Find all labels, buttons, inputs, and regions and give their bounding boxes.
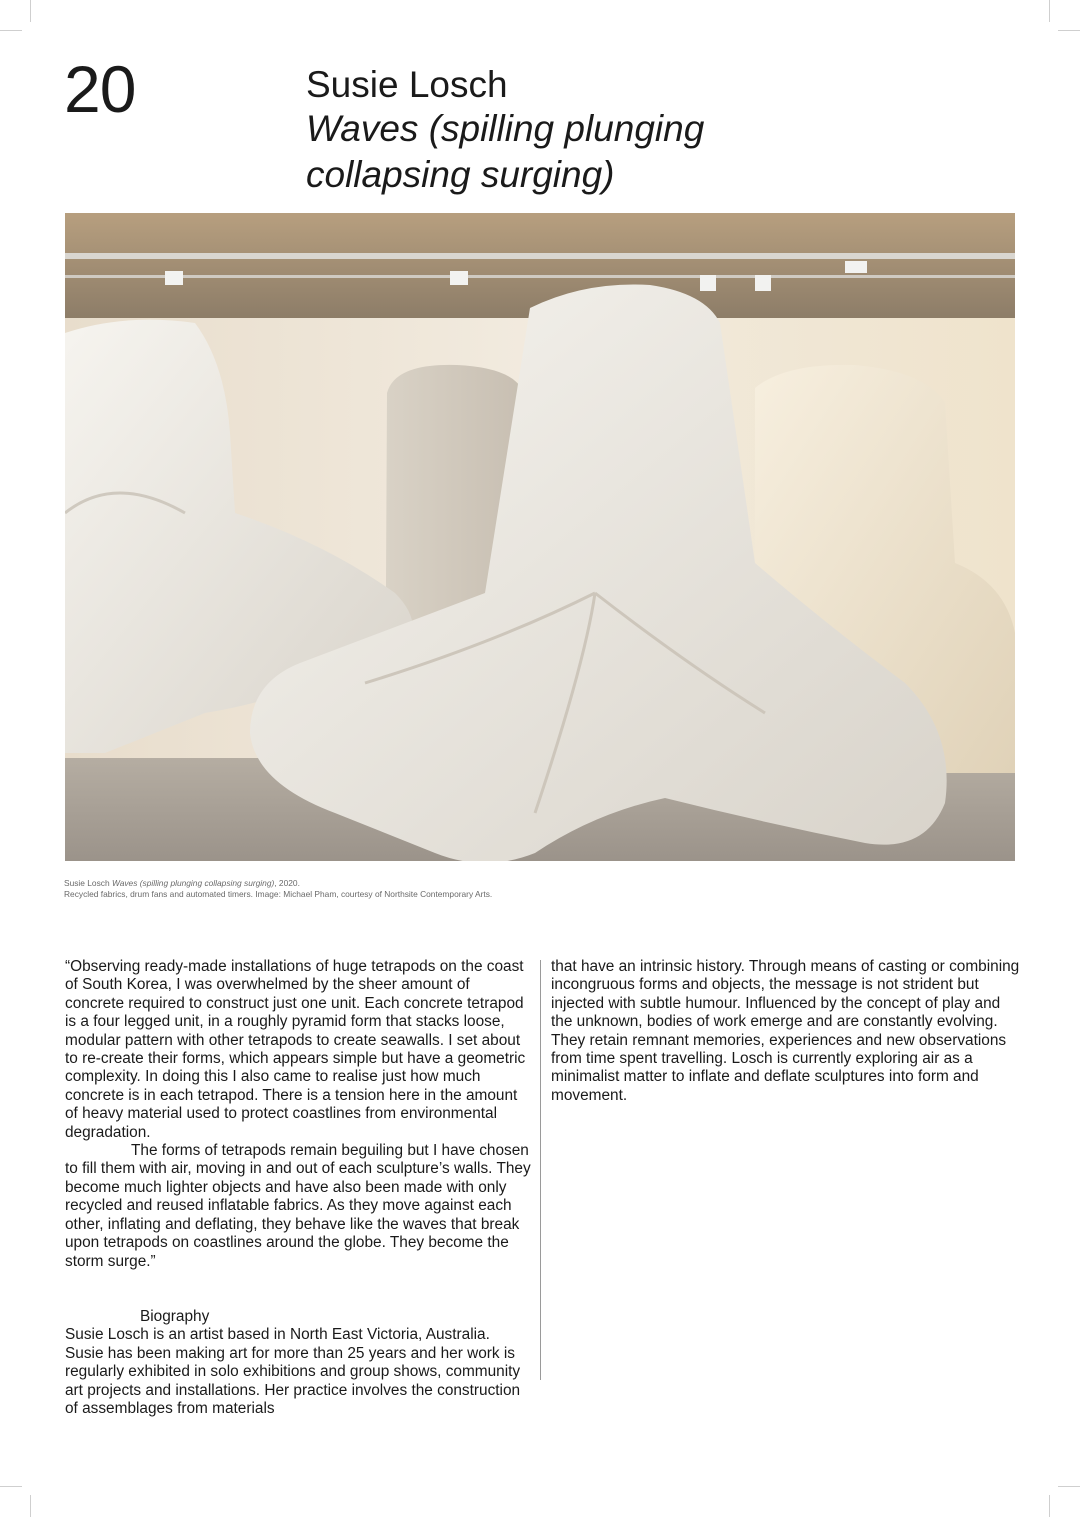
work-title-line-1: Waves (spilling plunging	[306, 108, 705, 149]
statement-paragraph-2: The forms of tetrapods remain beguiling but I have chosen to fill them with air, moving in and out of each sculpture’s walls. They become much lighter objects and have also been made with only recycled and reused inflatable fabrics. As they move against each other, inflating and deflating, they behave like the waves that break upon tetrapods on coastlines around the globe. They become the storm surge.”	[65, 1142, 531, 1270]
caption-details: Recycled fabrics, drum fans and automated timers. Image: Michael Pham, courtesy of Northsite Contemporary Arts.	[64, 889, 493, 899]
page-number: 20	[64, 52, 136, 126]
statement-paragraph-1: “Observing ready-made installations of huge tetrapods on the coast of South Korea, I was overwhelmed by the sheer amount of concrete required to construct just one unit. Each concrete tetrapod is a four legged unit, in a roughly pyramid form that stacks loose, modular pattern with other tetrapods to create seawalls. I set about to re-create their forms, which appears simple but have a geometric complexity. In doing this I also came to realise just how much concrete is in each tetrapod. There is a tension here in the amount of heavy material used to protect coastlines from environmental degradation.	[65, 958, 526, 1141]
caption-work: Waves (spilling plunging collapsing surging)	[111, 878, 275, 888]
text-column-left	[65, 958, 531, 1418]
installation-photo	[65, 213, 1015, 861]
caption-artist: Susie Losch	[64, 878, 110, 888]
crop-mark	[30, 1495, 31, 1517]
caption-line-1	[64, 878, 492, 889]
crop-mark	[1058, 1486, 1080, 1487]
artist-name: Susie Losch	[306, 64, 508, 105]
text-column-right	[551, 958, 1021, 1105]
photo-caption	[64, 878, 492, 900]
caption-year: , 2020.	[274, 878, 300, 888]
crop-mark	[1049, 1495, 1050, 1517]
crop-mark	[1058, 30, 1080, 31]
crop-mark	[0, 30, 22, 31]
biography-text-left: Susie Losch is an artist based in North East Victoria, Australia. Susie has been making art for more than 25 years and her work is regularly exhibited in solo exhibitions and group shows, community art projects and installations. Her practice involves the construction of assemblages from materials	[65, 1326, 521, 1417]
column-divider	[540, 960, 541, 1380]
biography-heading: Biography	[140, 1307, 210, 1325]
title-block	[306, 64, 704, 198]
work-title-line-2: collapsing surging)	[306, 154, 615, 195]
biography-text-right: that have an intrinsic history. Through means of casting or combining incongruous forms and objects, the message is not strident but injected with subtle humour. Influenced by the concept of play and the unknown, bodies of work emerge and are constantly evolving. They retain remnant memories, experiences and new observations from time spent travelling. Losch is currently exploring air as a minimalist matter to inflate and deflate sculptures into form and movement.	[551, 958, 1020, 1104]
crop-mark	[30, 0, 31, 22]
crop-mark	[0, 1486, 22, 1487]
crop-mark	[1049, 0, 1050, 22]
